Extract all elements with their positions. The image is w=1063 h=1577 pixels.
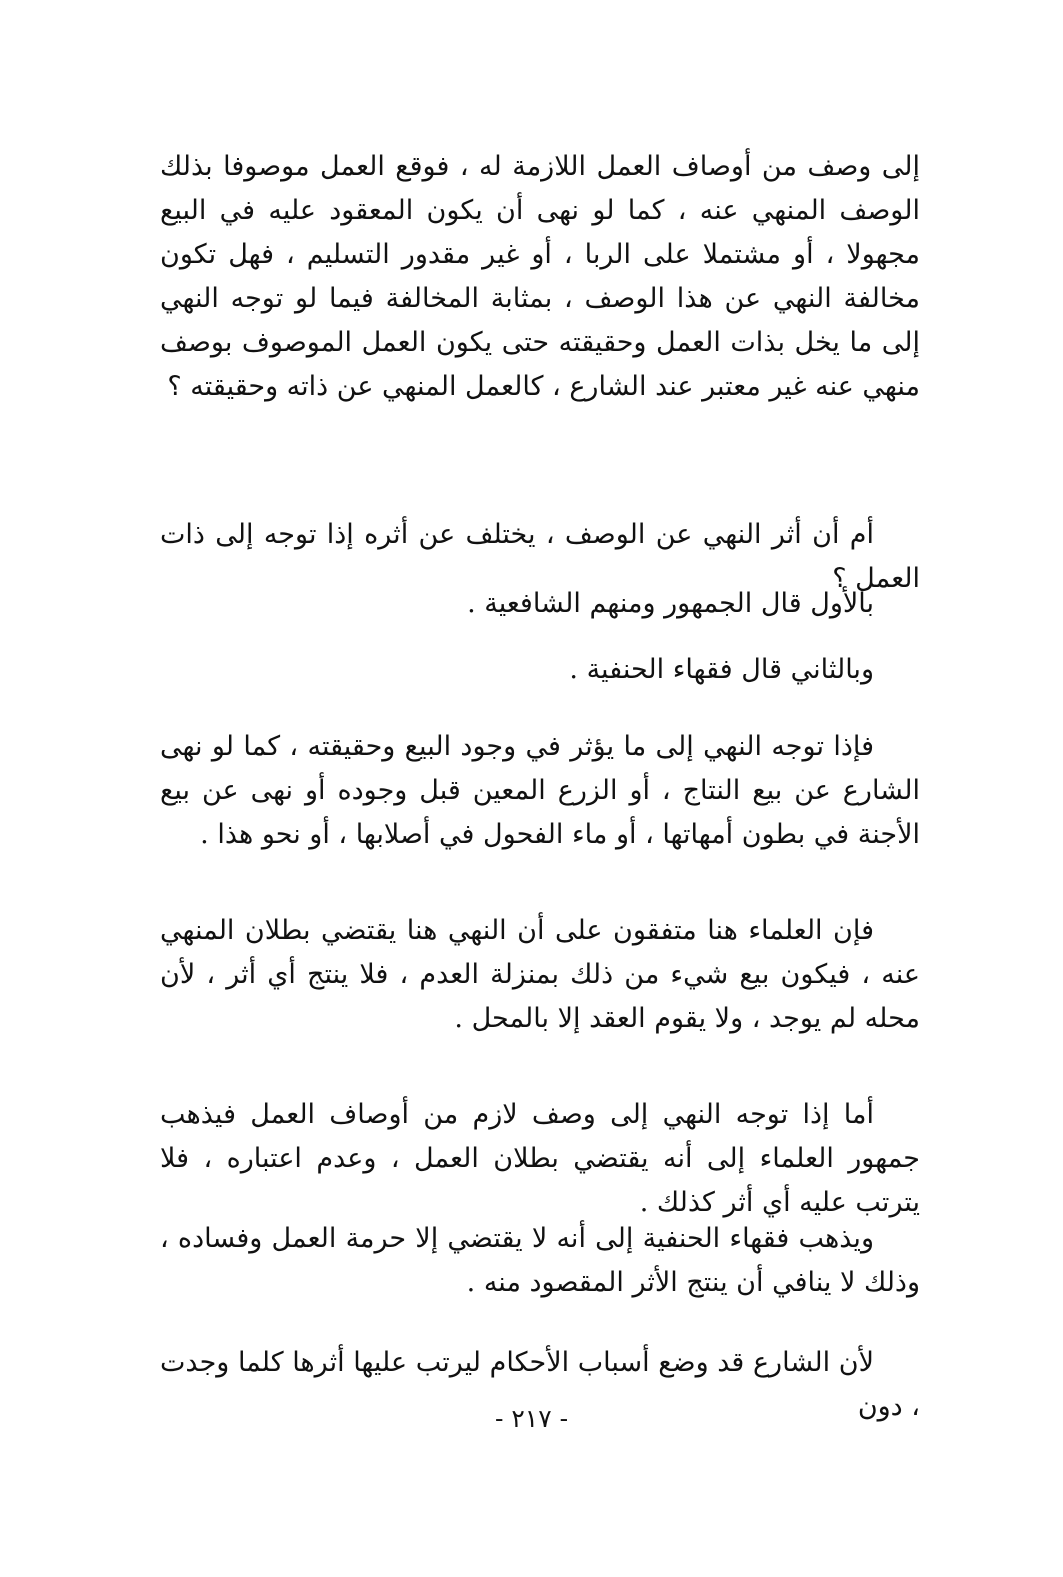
document-page: [160, 145, 920, 1445]
paragraph-4: وبالثاني قال فقهاء الحنفية .: [569, 654, 874, 685]
paragraph-3: بالأول قال الجمهور ومنهم الشافعية .: [467, 588, 874, 619]
page-number: - ٢١٧ -: [494, 1404, 569, 1433]
paragraph-9: لأن الشارع قد وضع أسباب الأحكام ليرتب عليها أثرها كلما وجدت ، دون: [160, 1347, 920, 1422]
paragraph-2: أم أن أثر النهي عن الوصف ، يختلف عن أثره إذا توجه إلى ذات العمل ؟: [160, 519, 920, 594]
paragraph-7: أما إذا توجه النهي إلى وصف لازم من أوصاف العمل فيذهب جمهور العلماء إلى أنه يقتضي بطلان العمل ، وعدم اعتباره ، فلا يترتب عليه أي أثر كذلك .: [160, 1099, 920, 1218]
paragraph-6: فإن العلماء هنا متفقون على أن النهي هنا يقتضي بطلان المنهي عنه ، فيكون بيع شيء من ذلك بمنزلة العدم ، فلا ينتج أي أثر ، لأن محله لم يوجد ، ولا يقوم العقد إلا بالمحل .: [160, 915, 920, 1034]
paragraph-5: فإذا توجه النهي إلى ما يؤثر في وجود البيع وحقيقته ، كما لو نهى الشارع عن بيع النتاج ، أو الزرع المعين قبل وجوده أو نهى عن بيع الأجنة في بطون أمهاتها ، أو ماء الفحول في أصلابها ، أو نحو هذا .: [160, 731, 920, 850]
paragraph-8: ويذهب فقهاء الحنفية إلى أنه لا يقتضي إلا حرمة العمل وفساده ، وذلك لا ينافي أن ينتج الأثر المقصود منه .: [160, 1223, 920, 1298]
paragraph-1: إلى وصف من أوصاف العمل اللازمة له ، فوقع العمل موصوفا بذلك الوصف المنهي عنه ، كما لو نهى أن يكون المعقود عليه في البيع مجهولا ، أو مشتملا على الربا ، أو غير مقدور التسليم ، فهل تكون مخالفة النهي عن هذا الوصف ، بمثابة المخالفة فيما لو توجه النهي إلى ما يخل بذات العمل وحقيقته حتى يكون العمل الموصوف بوصف منهي عنه غير معتبر عند الشارع ، كالعمل المنهي عن ذاته وحقيقته ؟: [160, 151, 920, 402]
